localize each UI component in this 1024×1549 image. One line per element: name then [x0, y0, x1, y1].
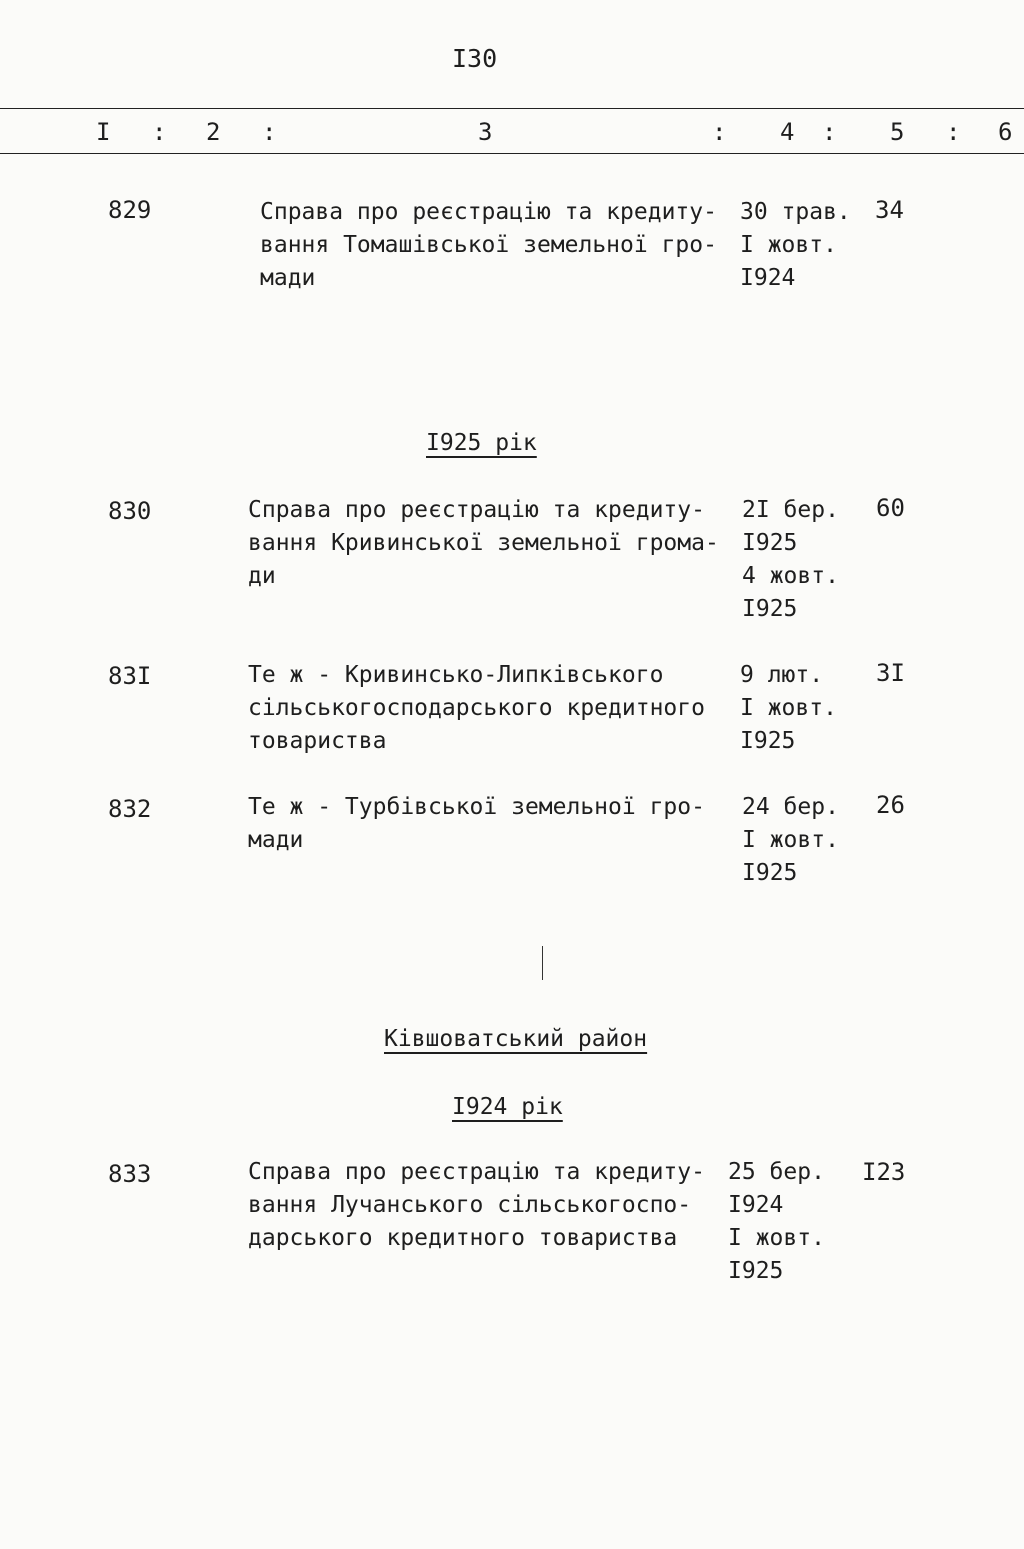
entry-description	[248, 791, 718, 857]
column-header-1: I	[96, 118, 111, 146]
date-line: I925	[742, 530, 798, 556]
description-line: вання Томашівської земельної гро-	[260, 232, 717, 258]
page-number: I30	[452, 44, 498, 73]
description-line: Справа про реєстрацію та кредиту-	[260, 199, 717, 225]
entry-number: 829	[108, 196, 152, 224]
section-heading-year-1924: I924 рік	[452, 1094, 563, 1120]
date-line: I жовт.	[742, 827, 839, 853]
date-line: I925	[742, 860, 798, 886]
date-line: 30 трав.	[740, 199, 851, 225]
date-line: 24 бер.	[742, 794, 839, 820]
date-line: I жовт.	[740, 232, 837, 258]
entry-description	[260, 196, 730, 295]
entry-dates	[728, 1156, 825, 1288]
entry-number: 83I	[108, 662, 152, 690]
section-heading-district: Ківшоватський район	[384, 1026, 648, 1052]
header-top-rule	[0, 108, 1024, 109]
section-heading-year-1925: I925 рік	[426, 430, 537, 456]
entry-sheet-count: 3I	[876, 659, 905, 687]
entry-description	[248, 494, 718, 593]
description-line: Те ж - Турбівської земельної гро-	[248, 794, 705, 820]
column-separator: :	[822, 118, 837, 146]
description-line: сільськогосподарського кредитного	[248, 695, 705, 721]
description-line: ди	[248, 563, 276, 589]
column-separator: :	[712, 118, 727, 146]
date-line: I жовт.	[740, 695, 837, 721]
column-separator: :	[946, 118, 961, 146]
date-line: 9 лют.	[740, 662, 824, 688]
entry-dates	[742, 791, 839, 890]
entry-sheet-count: I23	[862, 1158, 906, 1186]
date-line: I924	[740, 265, 796, 291]
date-line: I жовт.	[728, 1225, 825, 1251]
column-header-2: 2	[206, 118, 221, 146]
entry-sheet-count: 34	[875, 196, 904, 224]
date-line: I925	[742, 596, 798, 622]
description-line: Справа про реєстрацію та кредиту-	[248, 497, 705, 523]
description-line: Те ж - Кривинсько-Липківського	[248, 662, 664, 688]
entry-description	[248, 659, 718, 758]
entry-number: 830	[108, 497, 152, 525]
entry-sheet-count: 60	[876, 494, 905, 522]
column-separator: :	[262, 118, 277, 146]
description-line: Справа про реєстрацію та кредиту-	[248, 1159, 705, 1185]
column-header-5: 5	[890, 118, 905, 146]
description-line: мади	[248, 827, 304, 853]
column-header-4: 4	[780, 118, 795, 146]
description-line: вання Кривинської земельної грома-	[248, 530, 719, 556]
column-header-6: 6	[998, 118, 1013, 146]
entry-description	[248, 1156, 718, 1255]
header-bottom-rule	[0, 153, 1024, 154]
description-line: товариства	[248, 728, 387, 754]
entry-dates	[740, 659, 837, 758]
entry-dates	[740, 196, 851, 295]
pencil-mark	[542, 946, 543, 980]
entry-sheet-count: 26	[876, 791, 905, 819]
description-line: дарського кредитного товариства	[248, 1225, 678, 1251]
column-separator: :	[152, 118, 167, 146]
date-line: 25 бер.	[728, 1159, 825, 1185]
date-line: I924	[728, 1192, 784, 1218]
description-line: мади	[260, 265, 316, 291]
entry-dates	[742, 494, 839, 626]
column-header-3: 3	[478, 118, 493, 146]
entry-number: 832	[108, 795, 152, 823]
date-line: I925	[728, 1258, 784, 1284]
description-line: вання Лучанського сільськогоспо-	[248, 1192, 692, 1218]
date-line: I925	[740, 728, 796, 754]
date-line: 4 жовт.	[742, 563, 839, 589]
entry-number: 833	[108, 1160, 152, 1188]
date-line: 2I бер.	[742, 497, 839, 523]
